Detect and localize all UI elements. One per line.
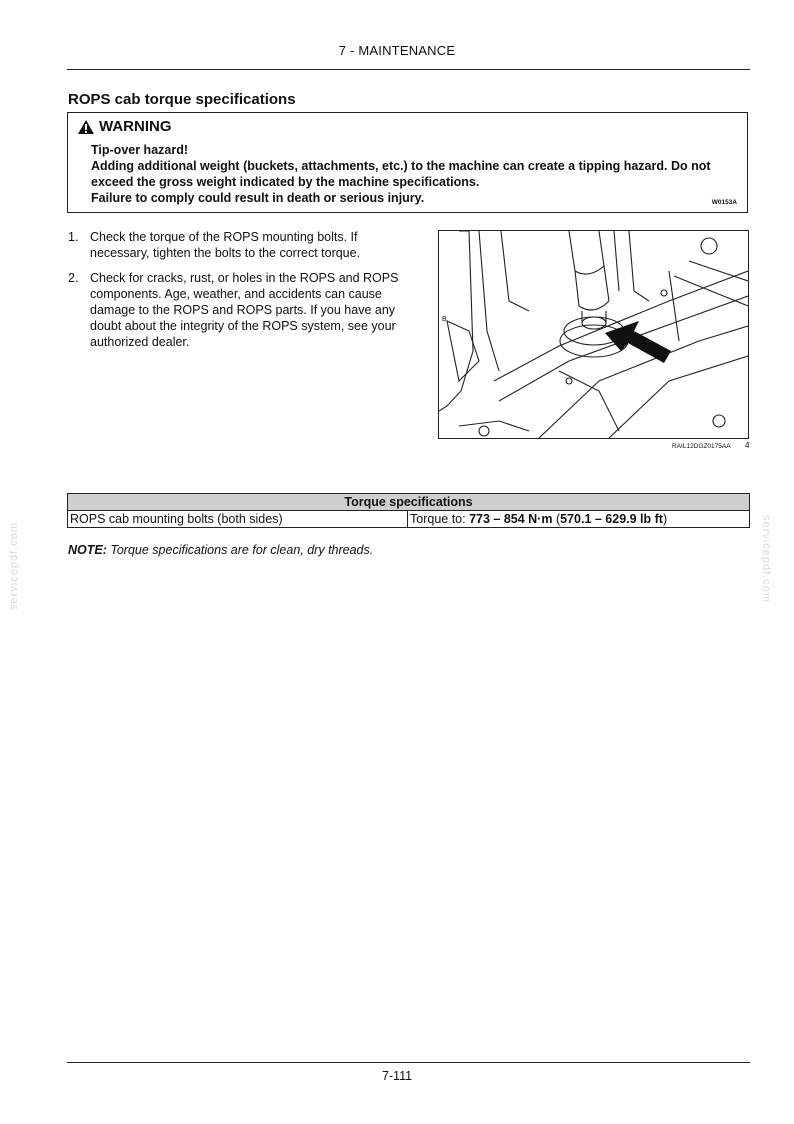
- step-text: Check for cracks, rust, or holes in the ROPS and ROPS components. Age, weather, and accidents can cause damage to the ROPS and ROPS parts. If you have any doubt about the integrity of the ROPS system, see your authorized dealer.: [90, 271, 399, 349]
- page-number: 7-111: [381, 1069, 413, 1083]
- step-number: 2.: [68, 271, 79, 285]
- list-item: [68, 270, 413, 350]
- warning-box: [67, 112, 748, 213]
- torque-imperial: 570.1 – 629.9 lb ft: [560, 512, 663, 526]
- warning-line: Failure to comply could result in death or serious injury.: [91, 191, 425, 205]
- list-item: [68, 229, 413, 261]
- warning-heading: Tip-over hazard!: [91, 143, 189, 157]
- rops-mount-illustration: [439, 231, 748, 438]
- table-cell-item: ROPS cab mounting bolts (both sides): [68, 511, 408, 528]
- warning-body: [91, 142, 736, 206]
- note-text: Torque specifications are for clean, dry threads.: [106, 543, 374, 557]
- step-text: Check the torque of the ROPS mounting bolts. If necessary, tighten the bolts to the correct torque.: [90, 230, 361, 260]
- figure-number: 4: [745, 441, 750, 450]
- watermark-right: servicepdf.com: [759, 515, 772, 603]
- table-row: [68, 511, 750, 528]
- warning-label: WARNING: [99, 118, 172, 135]
- warning-line: Adding additional weight (buckets, attachments, etc.) to the machine can create a tipping hazard. Do not exceed the gross weight indicated by the machine specifications.: [91, 159, 711, 189]
- torque-close-paren: ): [662, 512, 668, 526]
- figure-label: B: [442, 316, 447, 323]
- step-list: [68, 229, 413, 359]
- warning-triangle-icon: [77, 119, 95, 135]
- step-number: 1.: [68, 230, 79, 244]
- warning-code: W0153A: [711, 199, 737, 206]
- chapter-header: 7 - MAINTENANCE: [338, 43, 456, 58]
- table-cell-torque: [408, 511, 750, 528]
- footer-rule: [67, 1062, 750, 1063]
- watermark-left: servicepdf.com: [7, 522, 20, 610]
- section-title: ROPS cab torque specifications: [68, 91, 296, 108]
- header-rule: [67, 69, 750, 70]
- note-label: NOTE:: [68, 543, 107, 557]
- torque-table: [67, 493, 750, 528]
- note: [68, 543, 373, 557]
- rops-mount-figure: [438, 230, 749, 439]
- torque-open-paren: (: [552, 512, 561, 526]
- warning-header: [77, 118, 172, 135]
- torque-metric: 773 – 854 N·m: [469, 512, 553, 526]
- table-header: Torque specifications: [68, 494, 750, 511]
- torque-prefix: Torque to:: [410, 512, 470, 526]
- figure-reference: RAIL12DGZ0175AA: [672, 443, 731, 450]
